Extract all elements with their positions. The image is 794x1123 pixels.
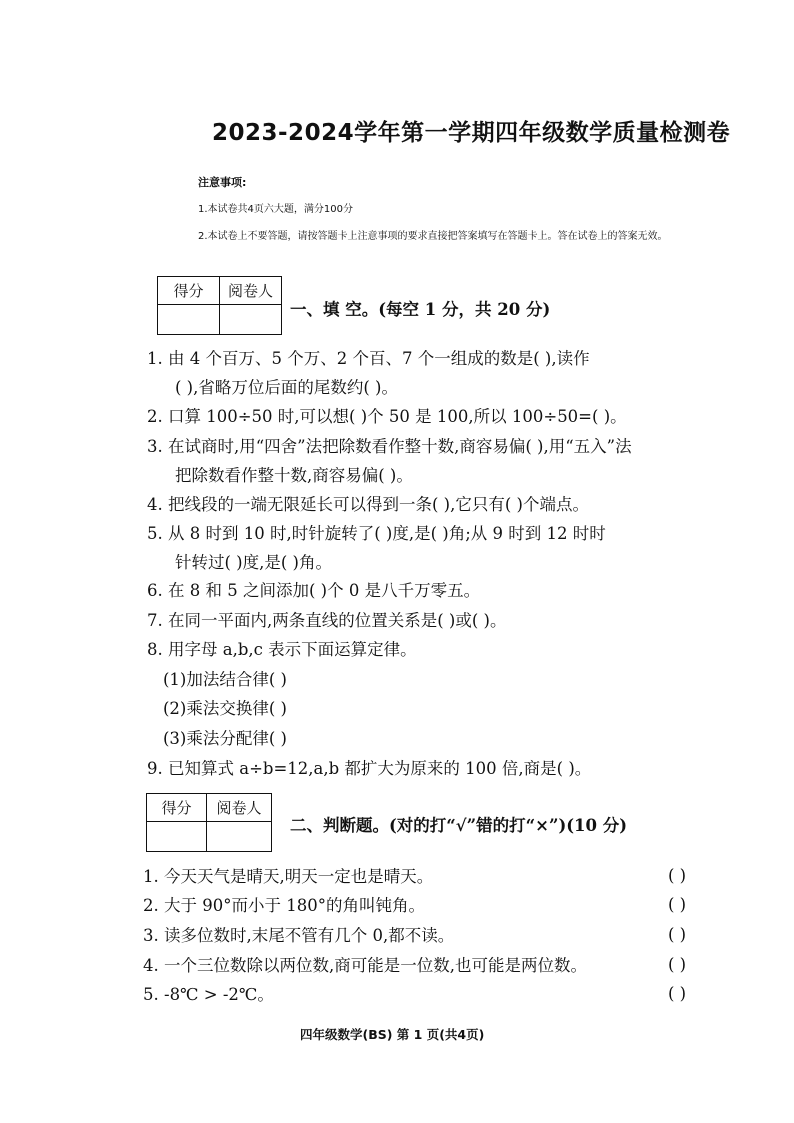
- question-line: (2)乘法交换律( ): [163, 699, 287, 718]
- question-line: 7. 在同一平面内,两条直线的位置关系是( )或( )。: [147, 611, 507, 630]
- question-line: 3. 在试商时,用“四舍”法把除数看作整十数,商容易偏( ),用“五入”法: [147, 437, 632, 456]
- notes-heading: 注意事项:: [198, 176, 247, 189]
- score-label: 得分: [147, 794, 207, 822]
- note-item: 2.本试卷上不要答题，请按答题卡上注意事项的要求直接把答案填写在答题卡上。答在试卷上的答案无效。: [198, 231, 668, 242]
- score-cell: [147, 822, 207, 852]
- score-table-section2: [146, 793, 272, 852]
- question-line: 5. 从 8 时到 10 时,时针旋转了( )度,是( )角;从 9 时到 12 时时: [147, 524, 606, 543]
- judge-item: 1. 今天天气是晴天,明天一定也是晴天。: [143, 867, 434, 886]
- question-line: 6. 在 8 和 5 之间添加( )个 0 是八千万零五。: [147, 581, 481, 600]
- section2-title: 二、判断题。(对的打“√”错的打“×”)(10 分): [290, 816, 628, 835]
- answer-blank: ( ): [668, 895, 687, 914]
- judge-item: 3. 读多位数时,末尾不管有几个 0,都不读。: [143, 926, 455, 945]
- note-item: 1.本试卷共4页六大题，满分100分: [198, 204, 353, 215]
- judge-item: 5. -8℃ > -2℃。: [143, 985, 274, 1004]
- question-line: 针转过( )度,是( )角。: [175, 553, 332, 572]
- judge-item: 4. 一个三位数除以两位数,商可能是一位数,也可能是两位数。: [143, 956, 587, 975]
- reviewer-cell: [207, 822, 272, 852]
- score-label: 得分: [158, 277, 220, 305]
- question-line: (1)加法结合律( ): [163, 670, 287, 689]
- answer-blank: ( ): [668, 925, 687, 944]
- question-line: 2. 口算 100÷50 时,可以想( )个 50 是 100,所以 100÷50=( )。: [147, 407, 627, 426]
- question-line: 1. 由 4 个百万、5 个万、2 个百、7 个一组成的数是( ),读作: [147, 349, 590, 368]
- answer-blank: ( ): [668, 984, 687, 1003]
- reviewer-cell: [220, 305, 282, 335]
- score-table-section1: [157, 276, 282, 335]
- answer-blank: ( ): [668, 955, 687, 974]
- reviewer-label: 阅卷人: [207, 794, 272, 822]
- answer-blank: ( ): [668, 866, 687, 885]
- reviewer-label: 阅卷人: [220, 277, 282, 305]
- page-footer: 四年级数学(BS) 第 1 页(共4页): [300, 1027, 485, 1042]
- question-line: 9. 已知算式 a÷b=12,a,b 都扩大为原来的 100 倍,商是( )。: [147, 759, 592, 778]
- score-cell: [158, 305, 220, 335]
- question-line: ( ),省略万位后面的尾数约( )。: [175, 378, 398, 397]
- question-line: 把除数看作整十数,商容易偏( )。: [175, 466, 413, 485]
- section1-title: 一、填 空。(每空 1 分，共 20 分): [290, 300, 551, 319]
- question-line: 8. 用字母 a,b,c 表示下面运算定律。: [147, 640, 417, 659]
- question-line: 4. 把线段的一端无限延长可以得到一条( ),它只有( )个端点。: [147, 495, 589, 514]
- exam-title: 2023-2024学年第一学期四年级数学质量检测卷: [212, 120, 731, 146]
- judge-item: 2. 大于 90°而小于 180°的角叫钝角。: [143, 896, 425, 915]
- question-line: (3)乘法分配律( ): [163, 729, 287, 748]
